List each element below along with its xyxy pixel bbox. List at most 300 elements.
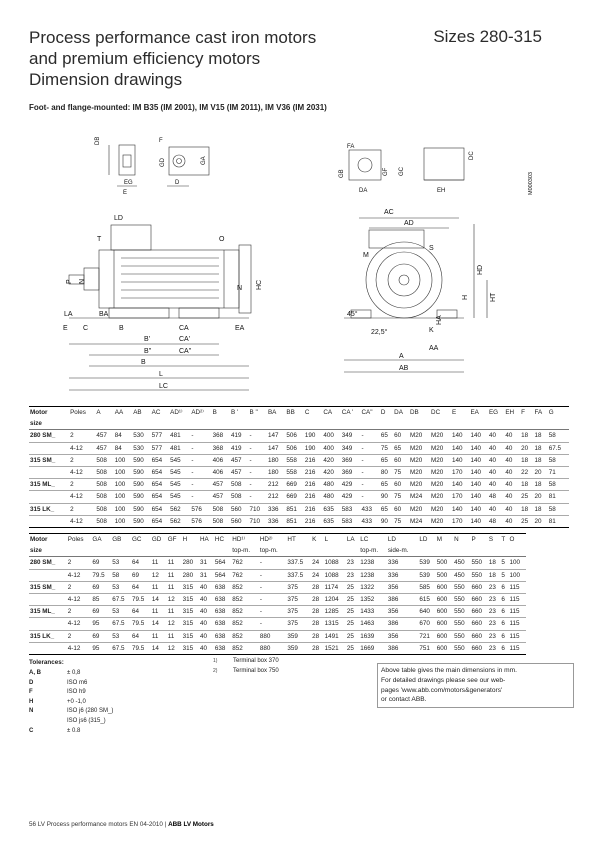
table-row bbox=[29, 618, 526, 630]
table-cell: 100 bbox=[114, 479, 132, 491]
table-cell: 506 bbox=[285, 430, 303, 442]
table-cell: 48 bbox=[488, 491, 504, 503]
table-cell: M24 bbox=[409, 515, 430, 527]
table-cell: 508 bbox=[95, 491, 113, 503]
table-cell: 406 bbox=[212, 454, 230, 466]
table-cell: M20 bbox=[409, 454, 430, 466]
dimensions-table-1 bbox=[29, 406, 569, 528]
table-cell: 11 bbox=[167, 606, 182, 618]
table-cell: M20 bbox=[430, 442, 451, 454]
table-cell: 79.5 bbox=[91, 569, 111, 581]
table-cell: 81 bbox=[548, 515, 569, 527]
table-cell: 457 bbox=[212, 479, 230, 491]
table-cell: 419 bbox=[230, 430, 248, 442]
column-subheader bbox=[182, 545, 199, 557]
column-header: A bbox=[95, 407, 113, 419]
column-header: CA bbox=[322, 407, 340, 419]
table-cell: 400 bbox=[322, 442, 340, 454]
table-row bbox=[29, 454, 569, 466]
table-cell: 58 bbox=[548, 479, 569, 491]
footnote-1 bbox=[213, 656, 279, 666]
table-cell: 356 bbox=[387, 581, 418, 593]
table-cell: 216 bbox=[304, 515, 322, 527]
table-cell: 53 bbox=[111, 581, 131, 593]
table-cell: 28 bbox=[311, 606, 324, 618]
label-ca1: CA' bbox=[179, 336, 191, 343]
table-cell: 670 bbox=[418, 618, 435, 630]
table-cell: 40 bbox=[504, 515, 520, 527]
label-d: D bbox=[175, 180, 180, 186]
table-cell: 590 bbox=[132, 454, 150, 466]
tolerance-key: N bbox=[29, 708, 34, 715]
table-cell: 635 bbox=[322, 515, 340, 527]
table-cell: 2 bbox=[67, 581, 92, 593]
label-ha: HA bbox=[436, 315, 443, 325]
table-cell: 654 bbox=[151, 503, 169, 515]
column-header: LD bbox=[418, 534, 435, 546]
column-header: O bbox=[508, 534, 526, 546]
table-cell: 216 bbox=[304, 491, 322, 503]
table-cell: 40 bbox=[199, 581, 214, 593]
table-cell: 1463 bbox=[359, 618, 387, 630]
table-cell: 420 bbox=[322, 454, 340, 466]
table-cell: 14 bbox=[151, 593, 167, 605]
label-ad: AD bbox=[404, 220, 414, 227]
column-subheader bbox=[360, 418, 379, 430]
table-cell: 600 bbox=[436, 630, 453, 642]
label-k: K bbox=[429, 327, 434, 334]
table-cell: 481 bbox=[169, 430, 190, 442]
table-cell: 577 bbox=[151, 442, 169, 454]
table-cell: 762 bbox=[231, 557, 259, 569]
table-cell: - bbox=[249, 491, 267, 503]
tolerance-value: ISO m6 bbox=[67, 679, 88, 686]
table-cell: 100 bbox=[114, 515, 132, 527]
table-cell: 336 bbox=[267, 515, 285, 527]
column-header: T bbox=[500, 534, 508, 546]
table-2-body bbox=[29, 557, 526, 655]
table-cell: 500 bbox=[436, 569, 453, 581]
table-cell: 212 bbox=[267, 479, 285, 491]
table-cell: 508 bbox=[95, 515, 113, 527]
table-cell: 564 bbox=[214, 569, 231, 581]
column-subheader bbox=[167, 545, 182, 557]
table-cell: 18 bbox=[533, 442, 547, 454]
title-line-2: and premium efficiency motors bbox=[29, 49, 261, 68]
table-cell: 583 bbox=[341, 503, 361, 515]
table-cell: 660 bbox=[470, 606, 487, 618]
footnote-marker: 2) bbox=[213, 668, 218, 674]
table-cell: 4-12 bbox=[67, 642, 92, 654]
table-cell: 11 bbox=[151, 630, 167, 642]
info-line: or contact ABB. bbox=[381, 696, 427, 704]
table-cell: 11 bbox=[167, 630, 182, 642]
table-cell: 180 bbox=[267, 466, 285, 478]
column-subheader bbox=[430, 418, 451, 430]
table-cell: 115 bbox=[508, 581, 526, 593]
column-header: S bbox=[488, 534, 501, 546]
column-header: GD bbox=[151, 534, 167, 546]
column-header: E bbox=[451, 407, 469, 419]
table-cell: 654 bbox=[151, 454, 169, 466]
column-header: BA bbox=[267, 407, 285, 419]
table-cell: 508 bbox=[95, 454, 113, 466]
table-cell: 40 bbox=[199, 593, 214, 605]
table-cell: 28 bbox=[311, 642, 324, 654]
table-cell: 4-12 bbox=[67, 593, 92, 605]
motor-size-cell bbox=[29, 491, 69, 503]
table-row bbox=[29, 557, 526, 569]
table-cell: 2 bbox=[67, 557, 92, 569]
table-cell: 654 bbox=[151, 515, 169, 527]
table-cell: 140 bbox=[469, 479, 487, 491]
column-subheader bbox=[249, 418, 267, 430]
table-cell: 590 bbox=[132, 466, 150, 478]
column-subheader: top-m. bbox=[259, 545, 287, 557]
table-cell: 115 bbox=[508, 630, 526, 642]
table-cell: 40 bbox=[488, 454, 504, 466]
table-cell: 79.5 bbox=[131, 593, 151, 605]
table-cell: M20 bbox=[409, 430, 430, 442]
tolerance-key: D bbox=[29, 679, 34, 686]
table-cell: 14 bbox=[151, 618, 167, 630]
table-cell: 638 bbox=[214, 606, 231, 618]
table-cell: 25 bbox=[346, 593, 359, 605]
table-cell: 58 bbox=[111, 569, 131, 581]
column-subheader bbox=[346, 545, 359, 557]
table-cell: 40 bbox=[488, 430, 504, 442]
table-cell: 480 bbox=[322, 479, 340, 491]
footer-text: 56 LV Process performance motors EN 04-2010 | bbox=[29, 821, 169, 828]
column-subheader bbox=[285, 418, 303, 430]
table-cell: 25 bbox=[346, 581, 359, 593]
column-header: D bbox=[380, 407, 393, 419]
table-cell: 24 bbox=[311, 569, 324, 581]
table-cell: 69 bbox=[91, 557, 111, 569]
table-cell: 64 bbox=[131, 581, 151, 593]
label-b: B bbox=[119, 325, 124, 332]
table-cell: 450 bbox=[453, 569, 470, 581]
table-cell: 1352 bbox=[359, 593, 387, 605]
label-s: S bbox=[429, 245, 434, 252]
table-cell: 140 bbox=[469, 491, 487, 503]
column-subheader bbox=[91, 545, 111, 557]
table-cell: 18 bbox=[520, 479, 533, 491]
motor-size-cell bbox=[29, 466, 69, 478]
table-cell: M20 bbox=[430, 479, 451, 491]
table-cell: 84 bbox=[114, 442, 132, 454]
table-row bbox=[29, 642, 526, 654]
label-bb: B bbox=[141, 359, 146, 366]
table-cell: 140 bbox=[469, 430, 487, 442]
table-cell: 2 bbox=[69, 454, 95, 466]
flange-shaft-detail bbox=[349, 148, 464, 180]
column-subheader bbox=[267, 418, 285, 430]
table-1-header-row-1 bbox=[29, 407, 569, 419]
table-row bbox=[29, 569, 526, 581]
table-cell: 336 bbox=[387, 569, 418, 581]
table-cell: 550 bbox=[453, 593, 470, 605]
column-header: AB bbox=[132, 407, 150, 419]
label-h: H bbox=[462, 294, 469, 300]
label-ab: AB bbox=[399, 365, 409, 372]
column-subheader bbox=[504, 418, 520, 430]
table-cell: 545 bbox=[169, 479, 190, 491]
table-cell: 450 bbox=[453, 557, 470, 569]
table-cell: 1238 bbox=[359, 557, 387, 569]
table-cell: 5 bbox=[500, 569, 508, 581]
table-cell: 585 bbox=[418, 581, 435, 593]
table-cell: 280 bbox=[182, 569, 199, 581]
label-angle: 45° bbox=[347, 311, 358, 318]
table-cell: 58 bbox=[548, 430, 569, 442]
column-header: GA bbox=[91, 534, 111, 546]
table-cell: 216 bbox=[304, 454, 322, 466]
table-cell: 60 bbox=[393, 479, 409, 491]
motor-size-cell: 315 SM_ bbox=[29, 581, 67, 593]
table-cell: 18 bbox=[533, 430, 547, 442]
table-cell: 1639 bbox=[359, 630, 387, 642]
table-cell: 100 bbox=[114, 491, 132, 503]
column-header: B bbox=[212, 407, 230, 419]
table-cell: 90 bbox=[380, 515, 393, 527]
label-db: DB bbox=[95, 136, 101, 145]
column-subheader bbox=[500, 545, 508, 557]
column-subheader bbox=[436, 545, 453, 557]
table-cell: 212 bbox=[267, 491, 285, 503]
table-cell: 12 bbox=[167, 593, 182, 605]
table-cell: 545 bbox=[169, 466, 190, 478]
table-cell: 11 bbox=[151, 557, 167, 569]
label-n: N bbox=[79, 278, 86, 284]
table-cell: 12 bbox=[151, 569, 167, 581]
table-cell: 420 bbox=[322, 466, 340, 478]
table-cell: 40 bbox=[199, 606, 214, 618]
label-fa: FA bbox=[347, 144, 355, 150]
label-n-right: N bbox=[237, 285, 243, 292]
table-cell: 558 bbox=[285, 466, 303, 478]
table-cell: 67.5 bbox=[111, 642, 131, 654]
table-cell: 1174 bbox=[324, 581, 346, 593]
table-cell: M20 bbox=[409, 442, 430, 454]
table-cell: 851 bbox=[285, 515, 303, 527]
table-cell: 58 bbox=[548, 503, 569, 515]
table-cell: 140 bbox=[469, 515, 487, 527]
column-subheader bbox=[520, 418, 533, 430]
table-cell: 852 bbox=[231, 606, 259, 618]
column-header: BB bbox=[285, 407, 303, 419]
table-cell: 369 bbox=[341, 454, 361, 466]
label-hd: HD bbox=[477, 264, 484, 275]
label-ea: EA bbox=[235, 325, 245, 332]
table-cell: 539 bbox=[418, 569, 435, 581]
table-cell: 11 bbox=[167, 581, 182, 593]
column-header: EA bbox=[469, 407, 487, 419]
table-cell: 53 bbox=[111, 630, 131, 642]
footnote-text: Terminal box 750 bbox=[233, 668, 279, 674]
table-cell: 1088 bbox=[324, 557, 346, 569]
label-da: DA bbox=[359, 188, 368, 194]
table-cell: 669 bbox=[285, 491, 303, 503]
column-subheader bbox=[111, 545, 131, 557]
table-cell: 67.5 bbox=[111, 618, 131, 630]
table-cell: 115 bbox=[508, 642, 526, 654]
table-cell: 58 bbox=[548, 454, 569, 466]
table-cell: - bbox=[360, 479, 379, 491]
table-cell: 710 bbox=[249, 515, 267, 527]
label-gc: GC bbox=[399, 167, 405, 176]
tolerance-value: ± 0,8 bbox=[67, 670, 81, 676]
table-cell: 359 bbox=[286, 642, 311, 654]
table-cell: 851 bbox=[285, 503, 303, 515]
table-cell: 28 bbox=[311, 618, 324, 630]
column-header: LC bbox=[359, 534, 387, 546]
table-cell: 640 bbox=[418, 606, 435, 618]
dimensions-table-2 bbox=[29, 533, 526, 655]
table-cell: 23 bbox=[488, 606, 501, 618]
table-cell: 852 bbox=[231, 642, 259, 654]
table-cell: 638 bbox=[214, 642, 231, 654]
table-row bbox=[29, 479, 569, 491]
table-cell: 654 bbox=[151, 491, 169, 503]
table-cell: 18 bbox=[520, 454, 533, 466]
table-row bbox=[29, 515, 569, 527]
table-cell: 69 bbox=[91, 581, 111, 593]
table-cell: 577 bbox=[151, 430, 169, 442]
column-header: CA'' bbox=[360, 407, 379, 419]
table-cell: 852 bbox=[231, 593, 259, 605]
table-cell: 53 bbox=[111, 557, 131, 569]
table-cell: 386 bbox=[387, 642, 418, 654]
table-row bbox=[29, 503, 569, 515]
motor-size-cell: 280 SM_ bbox=[29, 430, 69, 442]
label-e-side: E bbox=[63, 325, 68, 332]
column-subheader bbox=[393, 418, 409, 430]
table-cell: 506 bbox=[285, 442, 303, 454]
table-cell: 590 bbox=[132, 503, 150, 515]
table-cell: 386 bbox=[387, 618, 418, 630]
table-cell: 4-12 bbox=[67, 618, 92, 630]
table-cell: 369 bbox=[341, 466, 361, 478]
table-cell: 69 bbox=[91, 606, 111, 618]
table-cell: - bbox=[190, 466, 211, 478]
table-cell: 140 bbox=[451, 503, 469, 515]
column-subheader bbox=[548, 418, 569, 430]
table-cell: 615 bbox=[418, 593, 435, 605]
table-cell: - bbox=[190, 491, 211, 503]
table-cell: - bbox=[190, 442, 211, 454]
tolerance-value: ISO j6 (280 SM_) bbox=[67, 708, 114, 715]
table-cell: 481 bbox=[169, 442, 190, 454]
drawing-code: M000303 bbox=[528, 172, 534, 195]
column-header: GC bbox=[131, 534, 151, 546]
info-box bbox=[377, 663, 574, 708]
table-cell: 65 bbox=[380, 503, 393, 515]
motor-size-cell bbox=[29, 569, 67, 581]
table-cell: 2 bbox=[67, 630, 92, 642]
table-cell: 79.5 bbox=[131, 642, 151, 654]
column-header: AC bbox=[151, 407, 169, 419]
table-cell: 11 bbox=[151, 606, 167, 618]
column-header: HT bbox=[286, 534, 311, 546]
table-cell: 337.5 bbox=[286, 569, 311, 581]
column-header: AD²⁾ bbox=[190, 407, 211, 419]
table-cell: 18 bbox=[533, 503, 547, 515]
table-row bbox=[29, 491, 569, 503]
table-cell: 560 bbox=[230, 515, 248, 527]
column-header: Motor bbox=[29, 534, 67, 546]
column-subheader bbox=[470, 545, 487, 557]
table-cell: 40 bbox=[199, 630, 214, 642]
table-cell: 14 bbox=[151, 642, 167, 654]
label-a: A bbox=[399, 353, 404, 360]
table-cell: 20 bbox=[533, 466, 547, 478]
label-e: E bbox=[123, 190, 128, 196]
column-header: EH bbox=[504, 407, 520, 419]
tolerance-key: H bbox=[29, 698, 34, 705]
table-cell: 64 bbox=[131, 630, 151, 642]
table-cell: 4-12 bbox=[69, 491, 95, 503]
column-subheader bbox=[311, 545, 324, 557]
table-cell: 75 bbox=[393, 491, 409, 503]
label-f: F bbox=[159, 138, 163, 144]
table-cell: 638 bbox=[214, 618, 231, 630]
column-header: M bbox=[436, 534, 453, 546]
label-ba: BA bbox=[99, 311, 109, 318]
table-cell: 852 bbox=[231, 630, 259, 642]
table-cell: 67.5 bbox=[548, 442, 569, 454]
column-header: B '' bbox=[249, 407, 267, 419]
column-subheader bbox=[286, 545, 311, 557]
column-header: H bbox=[182, 534, 199, 546]
table-cell: 1491 bbox=[324, 630, 346, 642]
footnote-2 bbox=[213, 666, 279, 676]
table-cell: 457 bbox=[230, 454, 248, 466]
table-cell: 315 bbox=[182, 606, 199, 618]
table-cell: 4-12 bbox=[69, 515, 95, 527]
table-cell: 562 bbox=[169, 515, 190, 527]
table-cell: 600 bbox=[436, 618, 453, 630]
table-cell: - bbox=[360, 442, 379, 454]
label-ca: CA bbox=[179, 325, 189, 332]
table-cell: 590 bbox=[132, 491, 150, 503]
column-header: F bbox=[520, 407, 533, 419]
column-subheader bbox=[322, 418, 340, 430]
label-la: LA bbox=[64, 311, 73, 318]
column-subheader bbox=[488, 418, 504, 430]
table-cell: 1433 bbox=[359, 606, 387, 618]
label-gd: GD bbox=[160, 158, 166, 167]
info-line: Above table gives the main dimensions in mm. bbox=[381, 667, 517, 674]
table-cell: 100 bbox=[114, 503, 132, 515]
table-cell: 550 bbox=[470, 557, 487, 569]
table-cell: 140 bbox=[451, 454, 469, 466]
table-1-body bbox=[29, 430, 569, 528]
title-line-1: Process performance cast iron motors bbox=[29, 28, 317, 47]
tolerances-list bbox=[29, 669, 113, 736]
table-1-header-row-2 bbox=[29, 418, 569, 430]
label-ca2: CA'' bbox=[179, 348, 192, 355]
table-cell: - bbox=[190, 479, 211, 491]
table-cell: 12 bbox=[167, 642, 182, 654]
footnotes bbox=[213, 656, 279, 676]
table-cell: M24 bbox=[409, 491, 430, 503]
column-header: HD²⁾ bbox=[259, 534, 287, 546]
table-cell: 23 bbox=[346, 557, 359, 569]
motor-size-cell: 315 ML_ bbox=[29, 606, 67, 618]
column-header: G bbox=[548, 407, 569, 419]
column-header: N bbox=[453, 534, 470, 546]
